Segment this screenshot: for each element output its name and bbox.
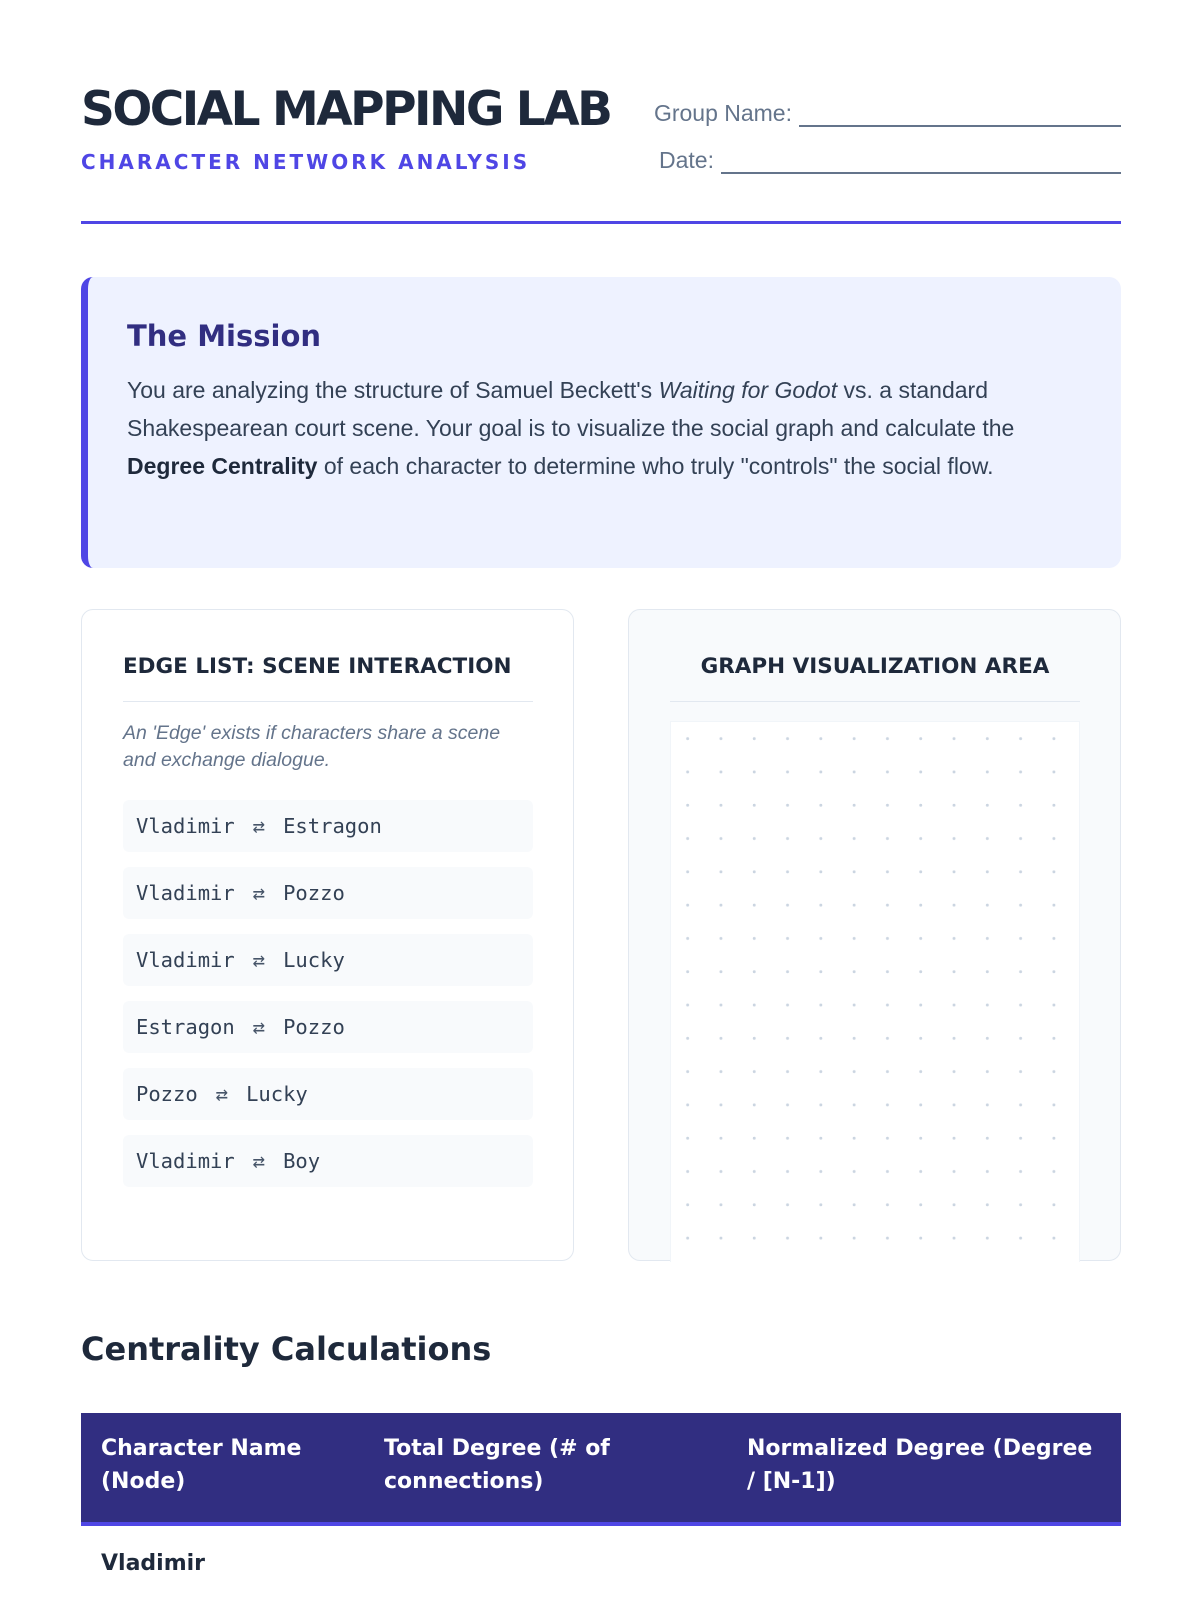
edge-source: Vladimir bbox=[136, 1149, 235, 1173]
total-degree-cell[interactable] bbox=[364, 1524, 727, 1600]
bidirectional-arrow-icon: ⇄ bbox=[252, 1015, 266, 1039]
edge-item bbox=[123, 1068, 533, 1120]
mission-text-part: of each character to determine who truly "controls" the social flow. bbox=[317, 453, 994, 479]
column-header-normalized-degree: Normalized Degree (Degree / [N-1]) bbox=[727, 1413, 1121, 1524]
group-name-row bbox=[654, 100, 1121, 127]
bidirectional-arrow-icon: ⇄ bbox=[252, 948, 266, 972]
edge-target: Boy bbox=[283, 1149, 321, 1173]
bidirectional-arrow-icon: ⇄ bbox=[252, 1149, 266, 1173]
mission-box bbox=[81, 277, 1121, 568]
edge-list-panel bbox=[81, 609, 574, 1261]
table-header-row bbox=[81, 1413, 1121, 1524]
edge-source: Estragon bbox=[136, 1015, 235, 1039]
edge-target: Pozzo bbox=[283, 881, 345, 905]
date-field[interactable] bbox=[721, 152, 1121, 174]
bidirectional-arrow-icon: ⇄ bbox=[252, 814, 266, 838]
edge-source: Vladimir bbox=[136, 948, 235, 972]
dot-grid-drawing-area[interactable] bbox=[670, 721, 1080, 1262]
degree-centrality-term: Degree Centrality bbox=[127, 453, 318, 479]
edge-item bbox=[123, 867, 533, 919]
table-row bbox=[81, 1524, 1121, 1600]
date-label: Date: bbox=[659, 147, 714, 173]
edge-item bbox=[123, 934, 533, 986]
group-name-label: Group Name: bbox=[653, 100, 792, 126]
edge-target: Lucky bbox=[283, 948, 345, 972]
edge-source: Pozzo bbox=[136, 1082, 198, 1106]
column-header-total-degree: Total Degree (# of connections) bbox=[364, 1413, 727, 1524]
page-subtitle: CHARACTER NETWORK ANALYSIS bbox=[81, 150, 531, 174]
edge-source: Vladimir bbox=[136, 881, 235, 905]
date-row bbox=[659, 147, 1121, 174]
edge-item bbox=[123, 1135, 533, 1187]
normalized-degree-cell[interactable] bbox=[727, 1524, 1121, 1600]
header bbox=[81, 80, 1121, 224]
mission-text bbox=[127, 371, 1081, 485]
edge-target: Lucky bbox=[246, 1082, 308, 1106]
edge-list-note: An 'Edge' exists if characters share a scene and exchange dialogue. bbox=[123, 722, 501, 771]
edge-list-title: EDGE LIST: SCENE INTERACTION bbox=[123, 654, 533, 702]
character-name-cell: Vladimir bbox=[81, 1524, 364, 1600]
group-name-field[interactable] bbox=[799, 105, 1121, 127]
bidirectional-arrow-icon: ⇄ bbox=[252, 881, 266, 905]
page-title: SOCIAL MAPPING LAB bbox=[81, 82, 611, 137]
mission-text-part: vs. a standard Shakespearean court scene. Your goal is to visualize the social graph and calculate the bbox=[127, 377, 1015, 441]
centrality-title: Centrality Calculations bbox=[81, 1330, 492, 1368]
play-title: Waiting for Godot bbox=[658, 377, 838, 403]
edge-source: Vladimir bbox=[136, 814, 235, 838]
graph-visualization-panel bbox=[628, 609, 1121, 1261]
edge-target: Estragon bbox=[283, 814, 382, 838]
edge-item bbox=[123, 800, 533, 852]
bidirectional-arrow-icon: ⇄ bbox=[215, 1082, 229, 1106]
edge-list bbox=[123, 800, 533, 1202]
mission-title: The Mission bbox=[127, 319, 322, 353]
mission-text-part: You are analyzing the structure of Samuel Beckett's bbox=[127, 377, 659, 403]
centrality-table bbox=[81, 1413, 1121, 1600]
edge-item bbox=[123, 1001, 533, 1053]
column-header-character: Character Name (Node) bbox=[81, 1413, 364, 1524]
graph-area-title: GRAPH VISUALIZATION AREA bbox=[670, 654, 1080, 702]
edge-target: Pozzo bbox=[283, 1015, 345, 1039]
